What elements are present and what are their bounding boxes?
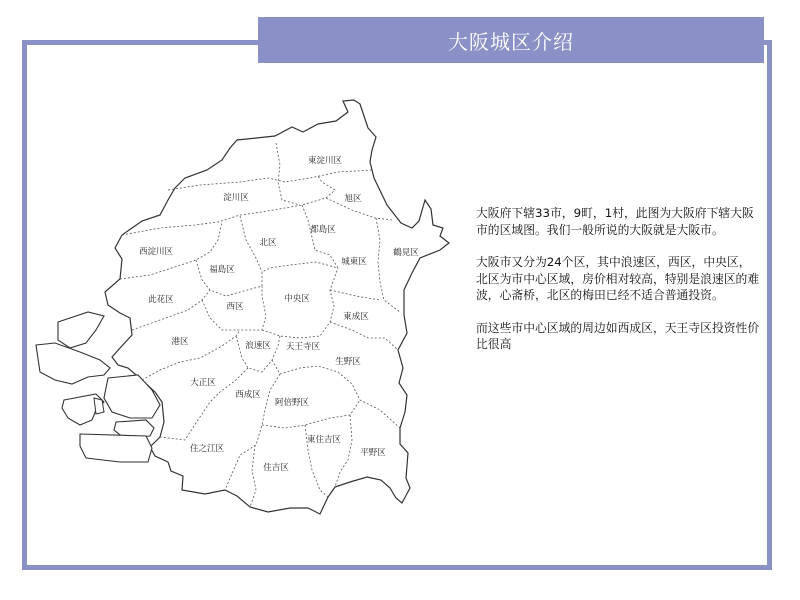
district-label: 東住吉区: [306, 435, 342, 445]
district-label: 旭区: [344, 194, 362, 204]
description-text: [476, 205, 760, 369]
district-label: 阿倍野区: [274, 398, 310, 408]
district-label: 鶴見区: [393, 248, 419, 258]
district-label: 平野区: [360, 448, 386, 458]
district-label: 西淀川区: [138, 247, 174, 257]
district-label: 東成区: [343, 312, 369, 322]
district-label: 東淀川区: [307, 156, 343, 166]
description-paragraph: 大阪市又分为24个区，其中浪速区，西区，中央区，北区为市中心区域，房价相对较高，特别是浪速区的难波，心斋桥，北区的梅田已经不适合普通投资。: [476, 255, 760, 302]
district-label: 都島区: [310, 225, 336, 235]
map-island: [58, 312, 104, 348]
district-label: 住吉区: [263, 463, 289, 473]
district-label: 浪速区: [245, 341, 271, 351]
district-label: 西区: [226, 302, 244, 312]
district-label: 西成区: [235, 390, 261, 400]
district-label: 天王寺区: [285, 342, 321, 352]
map-outline: [105, 100, 449, 514]
district-label: 淀川区: [223, 193, 249, 203]
description-paragraph: 大阪府下辖33市，9町，1村，此图为大阪府下辖大阪市的区域图。我们一般所说的大阪就是大阪市。: [476, 206, 754, 237]
map-island: [36, 343, 110, 384]
district-label: 此花区: [148, 295, 174, 305]
description-paragraph: 而这些市中心区域的周边如西成区，天王寺区投资性价比很高: [476, 320, 760, 351]
district-label: 北区: [259, 238, 277, 248]
district-label: 城東区: [341, 257, 367, 267]
district-label: 生野区: [335, 357, 361, 367]
district-label: 港区: [171, 337, 189, 347]
district-label: 福島区: [209, 265, 235, 275]
district-label: 大正区: [190, 378, 216, 388]
map-island: [80, 434, 152, 462]
district-label: 住之江区: [189, 444, 225, 454]
map-island: [94, 398, 104, 414]
page-title: 大阪城区介绍: [258, 17, 764, 63]
district-label: 中央区: [284, 294, 310, 304]
